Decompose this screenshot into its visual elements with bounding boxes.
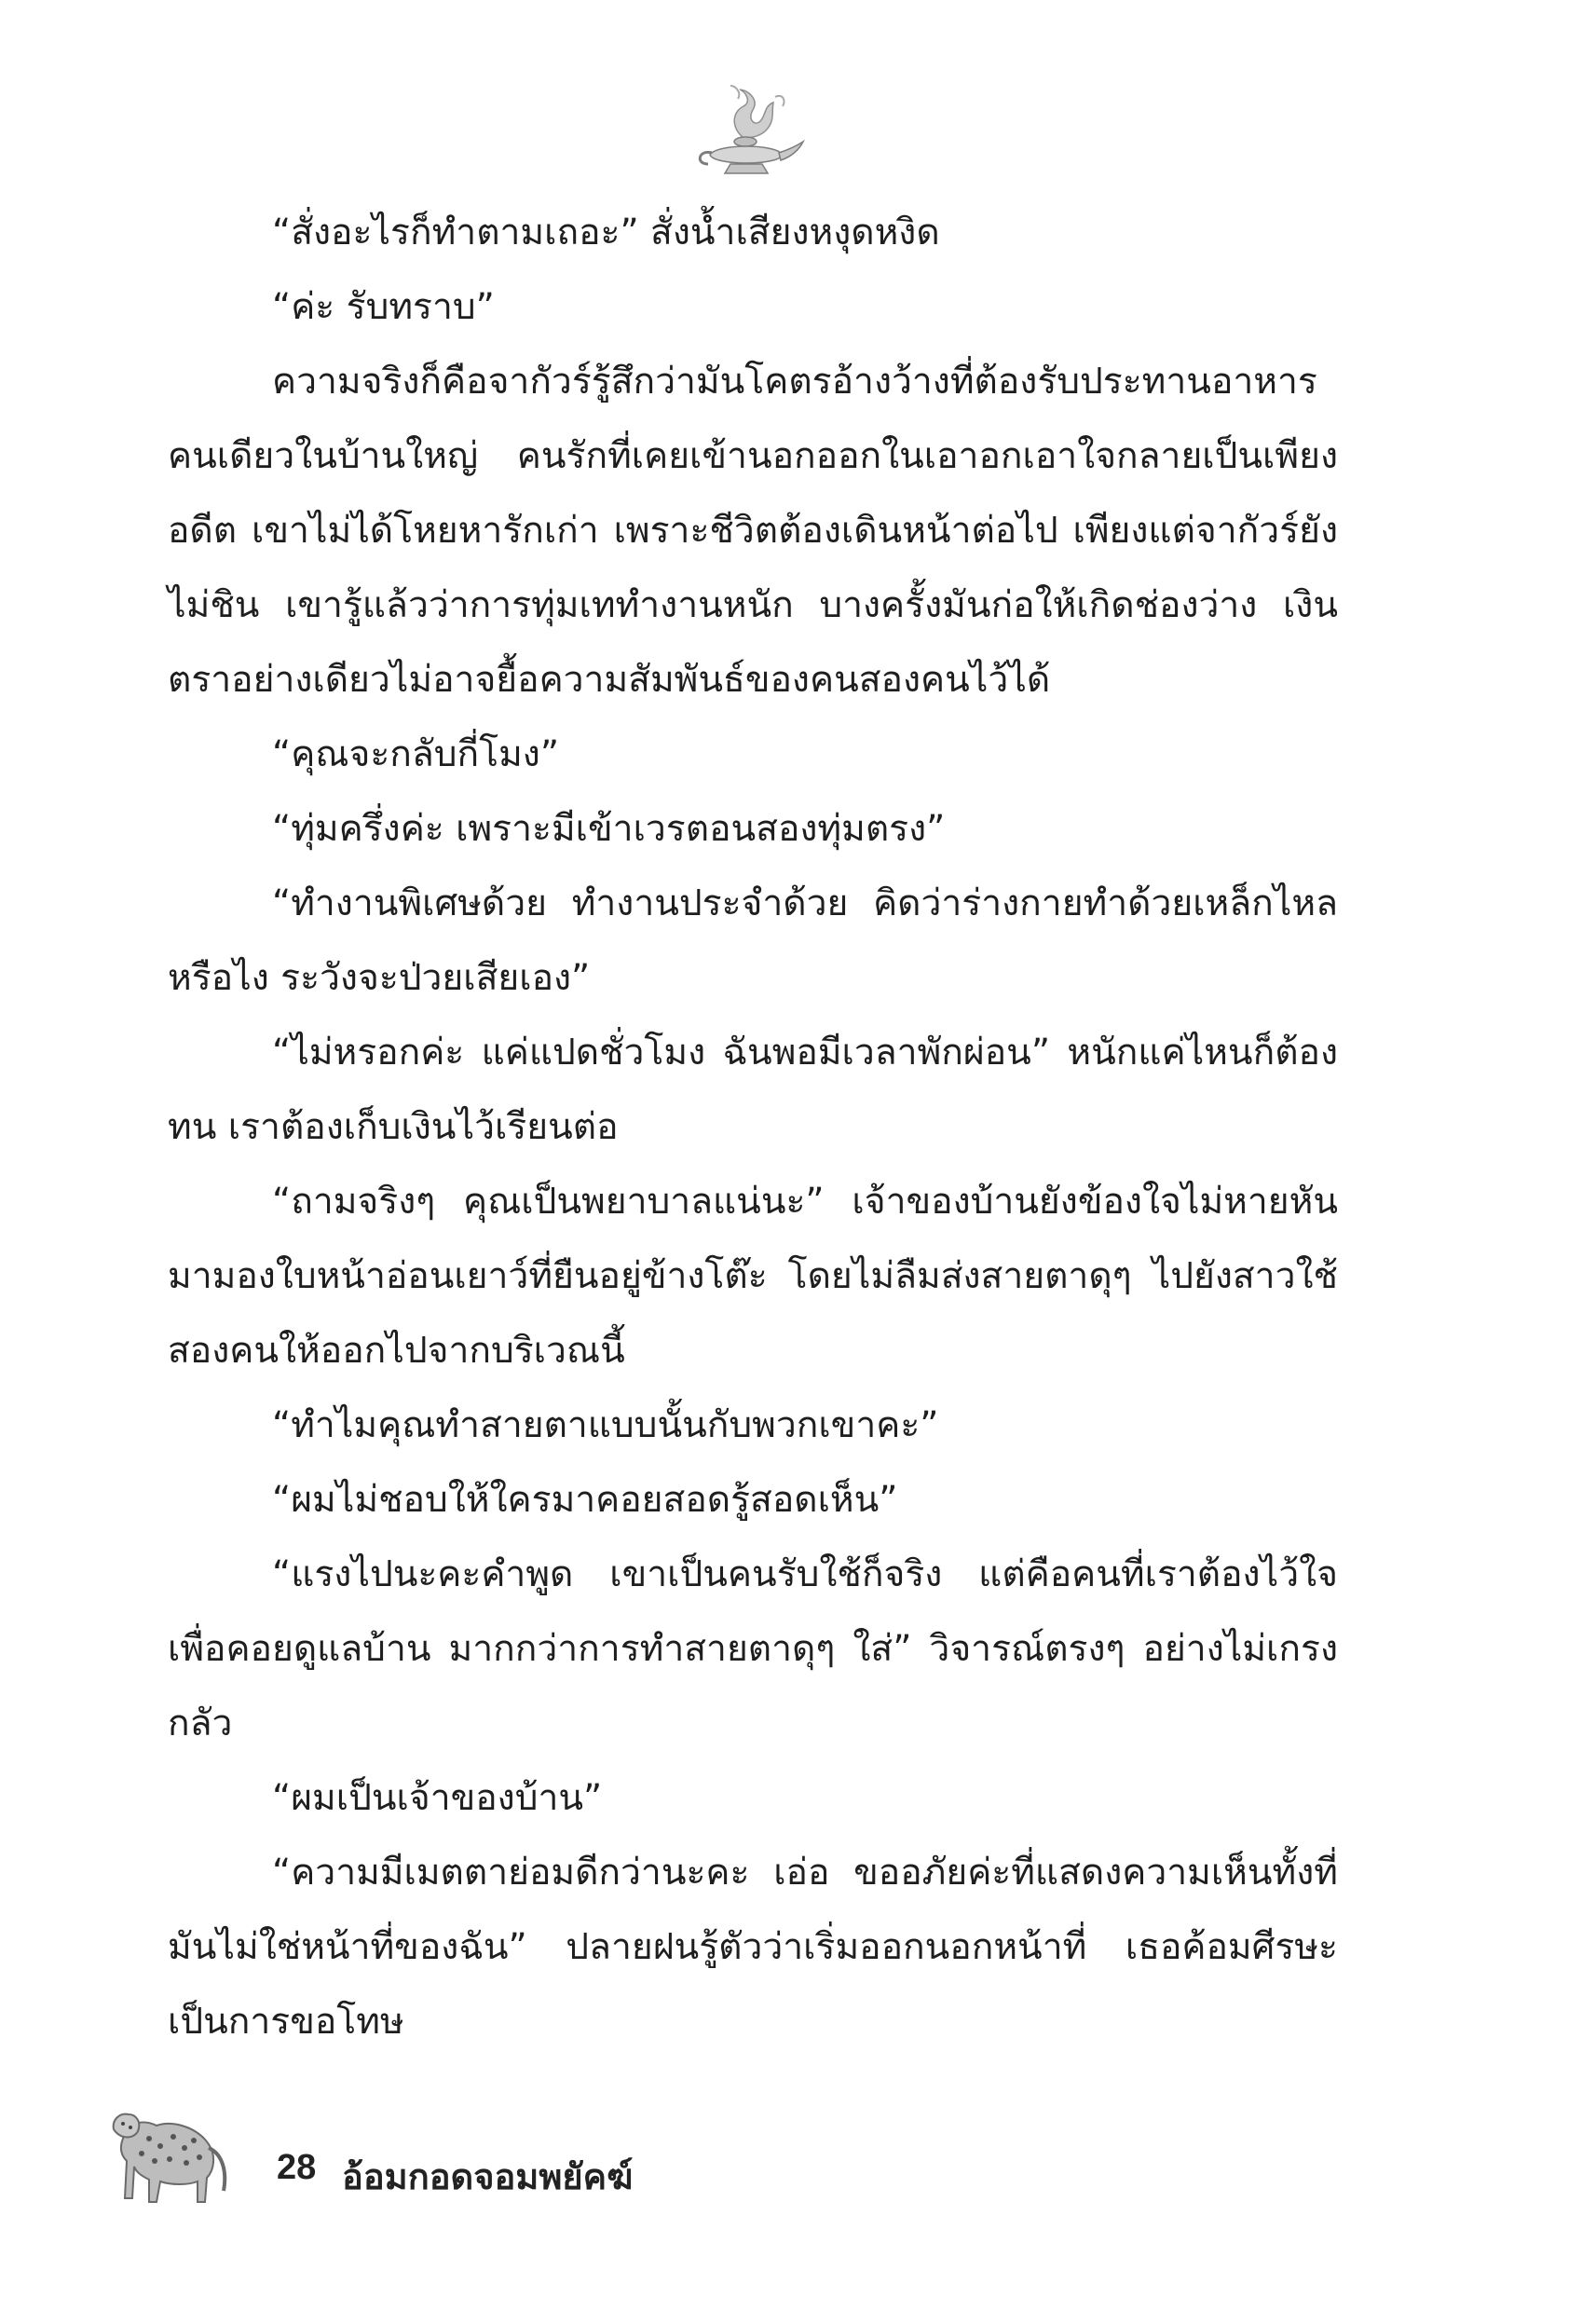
paragraph: “ทุ่มครึ่งค่ะ เพราะมีเข้าเวรตอนสองทุ่มตรง” [272, 808, 946, 850]
paragraph: “ไม่หรอกค่ะ แค่แปดชั่วโมง ฉันพอมีเวลาพักผ่อน” หนักแค่ไหนก็ต้องทน เราต้องเก็บเงินไว้เรียนต่อ [168, 1032, 1338, 1148]
magic-lamp-icon [686, 80, 807, 183]
leopard-icon [104, 2101, 235, 2213]
story-text [168, 196, 1338, 2059]
paragraph: “คุณจะกลับกี่โมง” [272, 733, 560, 775]
paragraph: “ทำงานพิเศษด้วย ทำงานประจำด้วย คิดว่าร่างกายทำด้วยเหล็กไหลหรือไง ระวังจะป่วยเสียเอง” [168, 882, 1338, 999]
paragraph: “ทำไมคุณทำสายตาแบบนั้นกับพวกเขาคะ” [272, 1404, 939, 1446]
paragraph: “สั่งอะไรก็ทำตามเถอะ” สั่งน้ำเสียงหงุดหงิด [272, 212, 940, 253]
page-number: 28 [277, 2148, 317, 2187]
paragraph: ความจริงก็คือจากัวร์รู้สึกว่ามันโคตรอ้างว้างที่ต้องรับประทานอาหารคนเดียวในบ้านใหญ่ คนรักที่เคยเข้านอกออกในเอาอกเอาใจกลายเป็นเพียงอดีต เขาไม่ได้โหยหารักเก่า เพราะชีวิตต้องเดินหน้าต่อไป เพียงแต่จากัวร์ยังไม่ชิน เขารู้แล้วว่าการทุ่มเททำงานหนัก บางครั้งมันก่อให้เกิดช่องว่าง เงินตราอย่างเดียวไม่อาจยื้อความสัมพันธ์ของคนสองคนไว้ได้ [168, 361, 1338, 701]
paragraph: “ถามจริงๆ คุณเป็นพยาบาลแน่นะ” เจ้าของบ้านยังข้องใจไม่หายหันมามองใบหน้าอ่อนเยาว์ที่ยืนอยู่ข้างโต๊ะ โดยไม่ลืมส่งสายตาดุๆ ไปยังสาวใช้สองคนให้ออกไปจากบริเวณนี้ [168, 1181, 1338, 1372]
paragraph: “ค่ะ รับทราบ” [272, 286, 495, 328]
paragraph: “ความมีเมตตาย่อมดีกว่านะคะ เอ่อ ขออภัยค่ะที่แสดงความเห็นทั้งที่มันไม่ใช่หน้าที่ของฉัน” ปลายฝนรู้ตัวว่าเริ่มออกนอกหน้าที่ เธอค้อมศีรษะเป็นการขอโทษ [168, 1852, 1338, 2043]
paragraph: “ผมไม่ชอบให้ใครมาคอยสอดรู้สอดเห็น” [272, 1479, 898, 1521]
book-title: อ้อมกอดจอมพยัคฆ์ [342, 2156, 634, 2197]
paragraph: “ผมเป็นเจ้าของบ้าน” [272, 1777, 603, 1819]
page-footer [104, 2101, 757, 2222]
paragraph: “แรงไปนะคะคำพูด เขาเป็นคนรับใช้ก็จริง แต่คือคนที่เราต้องไว้ใจเพื่อคอยดูแลบ้าน มากกว่าการทำสายตาดุๆ ใส่” วิจารณ์ตรงๆ อย่างไม่เกรงกลัว [168, 1553, 1338, 1744]
